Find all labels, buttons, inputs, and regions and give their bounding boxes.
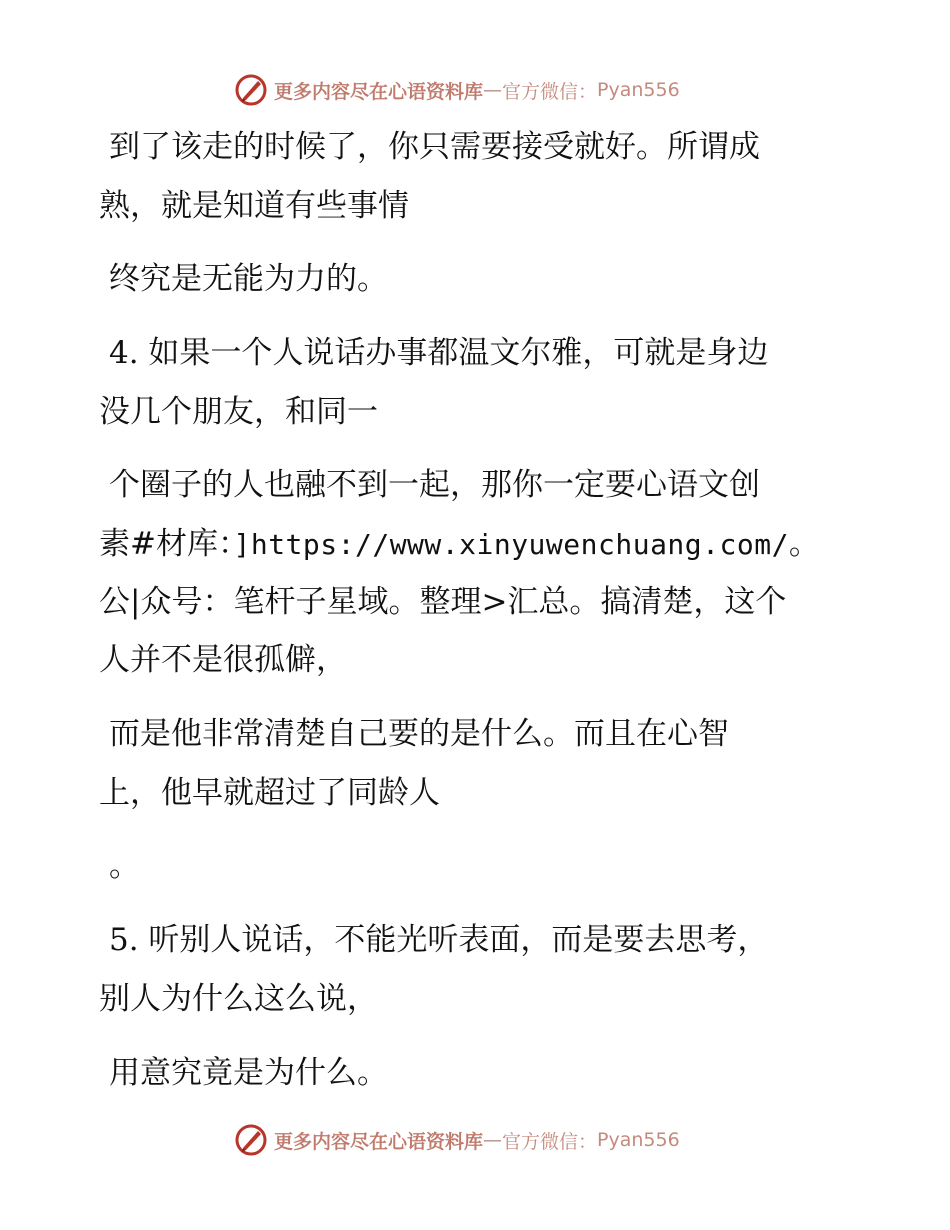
pen-logo-icon xyxy=(234,73,268,107)
text-line-11: 上，他早就超过了同龄人 xyxy=(99,775,440,811)
text-line-5: 没几个朋友，和同一 xyxy=(99,394,378,430)
text-line-8: 公|众号：笔杆子星域。整理>汇总。搞清楚，这个 xyxy=(99,584,787,620)
banner-wechat-label: 官方微信： xyxy=(502,1130,598,1153)
banner-title: 更多内容尽在心语资料库 xyxy=(274,1130,484,1153)
banner-dash: — xyxy=(483,79,503,101)
text-line-2: 熟，就是知道有些事情 xyxy=(99,188,409,224)
text-line-1: 到了该走的时候了，你只需要接受就好。所谓成 xyxy=(109,129,760,165)
text-line-7-url: ]https://www.xinyuwenchuang.com/ xyxy=(233,528,789,561)
text-line-12: 。 xyxy=(109,848,140,884)
footer-watermark-banner xyxy=(234,1120,680,1160)
text-line-4: 4. 如果一个人说话办事都温文尔雅，可就是身边 xyxy=(109,335,769,371)
banner-title: 更多内容尽在心语资料库 xyxy=(274,80,484,103)
header-watermark-banner xyxy=(234,70,680,110)
pen-logo-icon xyxy=(234,1123,268,1157)
text-line-7 xyxy=(99,524,820,564)
text-line-3: 终究是无能为力的。 xyxy=(109,261,388,297)
text-line-10: 而是他非常清楚自己要的是什么。而且在心智 xyxy=(109,716,729,752)
text-line-13: 5. 听别人说话，不能光听表面，而是要去思考， xyxy=(109,922,769,958)
text-line-15: 用意究竟是为什么。 xyxy=(109,1055,388,1091)
text-line-7-suffix: 。 xyxy=(788,526,820,562)
text-line-7-prefix: 素#材库： xyxy=(99,526,234,562)
banner-dash: — xyxy=(483,1129,503,1151)
text-line-9: 人并不是很孤僻， xyxy=(99,642,347,678)
text-line-6: 个圈子的人也融不到一起，那你一定要心语文创 xyxy=(109,467,760,503)
banner-wechat-label: 官方微信： xyxy=(502,80,598,103)
text-line-14: 别人为什么这么说， xyxy=(99,981,378,1017)
banner-wechat-id: Pyan556 xyxy=(597,79,680,101)
banner-wechat-id: Pyan556 xyxy=(597,1129,680,1151)
